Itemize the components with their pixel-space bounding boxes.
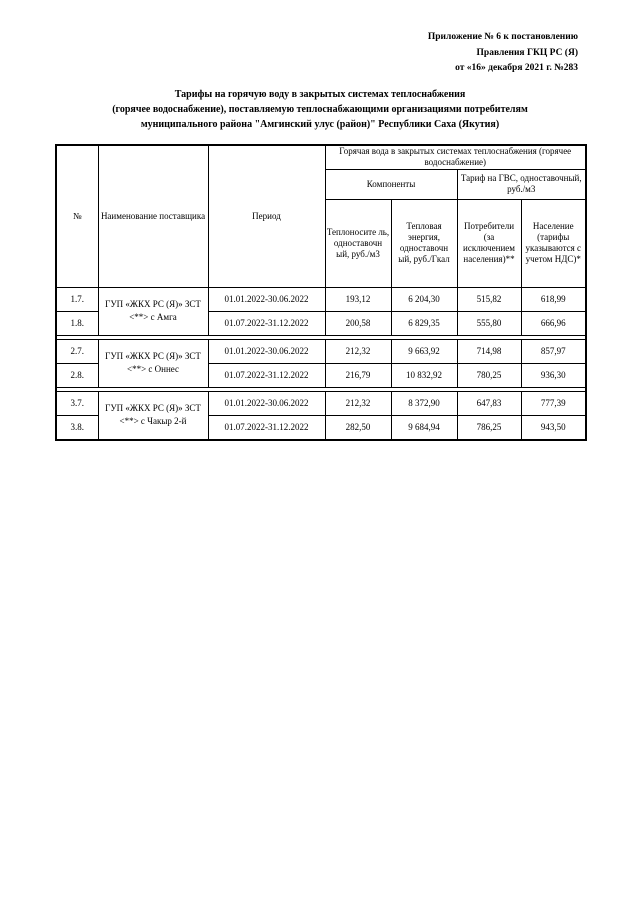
annex-line-2: Правления ГКЦ РС (Я) <box>476 47 578 58</box>
annex-reference <box>328 30 578 77</box>
table-row <box>56 339 586 363</box>
consumers-value: 780,25 <box>457 363 521 387</box>
heat-energy-value: 10 832,92 <box>391 363 457 387</box>
row-period: 01.07.2022-31.12.2022 <box>208 311 325 335</box>
consumers-value: 714,98 <box>457 339 521 363</box>
population-value: 857,97 <box>521 339 586 363</box>
consumers-value: 515,82 <box>457 287 521 311</box>
consumers-value: 647,83 <box>457 391 521 415</box>
header-population: Население (тарифы указываются с учетом НДС)* <box>521 199 586 287</box>
heat-carrier-value: 200,58 <box>325 311 391 335</box>
row-number: 3.8. <box>56 415 98 440</box>
title-line-1: Тарифы на горячую воду в закрытых системах теплоснабжения <box>174 89 466 100</box>
heat-energy-value: 9 663,92 <box>391 339 457 363</box>
row-period: 01.01.2022-30.06.2022 <box>208 391 325 415</box>
heat-carrier-value: 212,32 <box>325 391 391 415</box>
heat-carrier-value: 193,12 <box>325 287 391 311</box>
heat-energy-value: 8 372,90 <box>391 391 457 415</box>
row-number: 3.7. <box>56 391 98 415</box>
row-number: 1.8. <box>56 311 98 335</box>
annex-line-3: от «16» декабря 2021 г. №283 <box>455 63 578 73</box>
heat-energy-value: 9 684,94 <box>391 415 457 440</box>
table-row <box>56 391 586 415</box>
header-components: Компоненты <box>325 169 457 199</box>
header-period: Период <box>208 145 325 287</box>
table-row <box>56 287 586 311</box>
row-period: 01.01.2022-30.06.2022 <box>208 339 325 363</box>
heat-energy-value: 6 829,35 <box>391 311 457 335</box>
supplier-name: ГУП «ЖКХ РС (Я)» ЗСТ <**> с Амга <box>98 287 208 335</box>
supplier-name: ГУП «ЖКХ РС (Я)» ЗСТ <**> с Чакыр 2-й <box>98 391 208 440</box>
population-value: 666,96 <box>521 311 586 335</box>
population-value: 618,99 <box>521 287 586 311</box>
heat-carrier-value: 212,32 <box>325 339 391 363</box>
consumers-value: 786,25 <box>457 415 521 440</box>
row-period: 01.01.2022-30.06.2022 <box>208 287 325 311</box>
header-heat-energy: Тепловая энергия, одноставочн ый, руб./Гкал <box>391 199 457 287</box>
population-value: 936,30 <box>521 363 586 387</box>
tariff-table <box>55 144 587 441</box>
consumers-value: 555,80 <box>457 311 521 335</box>
heat-carrier-value: 282,50 <box>325 415 391 440</box>
heat-carrier-value: 216,79 <box>325 363 391 387</box>
header-consumers: Потребители (за исключением населения)** <box>457 199 521 287</box>
population-value: 943,50 <box>521 415 586 440</box>
header-number: № <box>56 145 98 287</box>
row-number: 2.8. <box>56 363 98 387</box>
row-period: 01.07.2022-31.12.2022 <box>208 363 325 387</box>
header-heat-carrier: Теплоносите ль, одноставочн ый, руб./м3 <box>325 199 391 287</box>
header-tariff: Тариф на ГВС, одноставочный, руб./м3 <box>457 169 586 199</box>
annex-line-1: Приложение № 6 к постановлению <box>427 32 578 42</box>
row-number: 1.7. <box>56 287 98 311</box>
header-hot-water: Горячая вода в закрытых системах теплоснабжения (горячее водоснабжение) <box>325 145 586 169</box>
document-title <box>60 87 580 132</box>
row-number: 2.7. <box>56 339 98 363</box>
title-line-2: (горячее водоснабжение), поставляемую теплоснабжающими организациями потребителям <box>112 104 528 115</box>
supplier-name: ГУП «ЖКХ РС (Я)» ЗСТ <**> с Оннес <box>98 339 208 387</box>
title-line-3: муниципального района "Амгинский улус (район)" Республики Саха (Якутия) <box>140 119 500 130</box>
header-supplier: Наименование поставщика <box>98 145 208 287</box>
row-period: 01.07.2022-31.12.2022 <box>208 415 325 440</box>
heat-energy-value: 6 204,30 <box>391 287 457 311</box>
population-value: 777,39 <box>521 391 586 415</box>
